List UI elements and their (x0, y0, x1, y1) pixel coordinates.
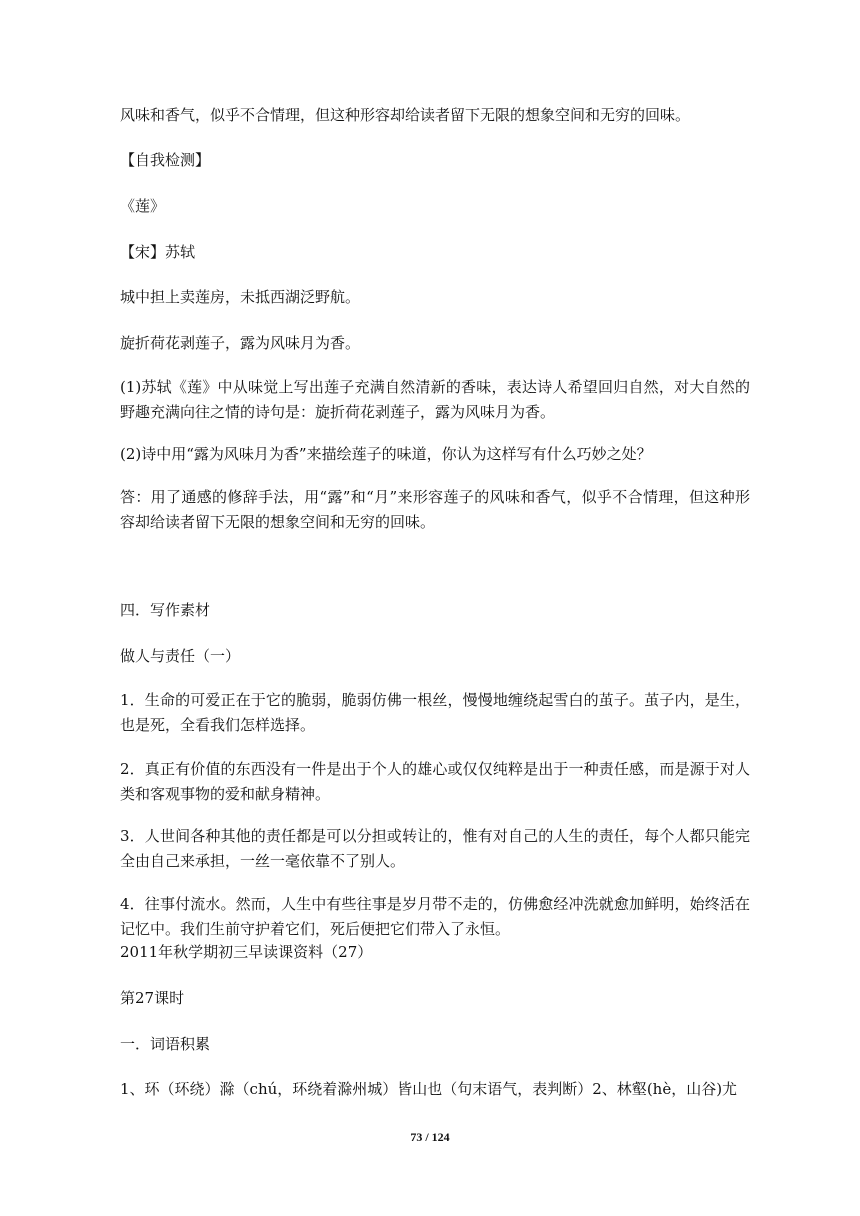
poem-author: 【宋】苏轼 (120, 243, 196, 261)
material-item-2: 2．真正有价值的东西没有一件是出于个人的雄心或仅仅纯粹是出于一种责任感，而是源于对人类和客观事物的爱和献身精神。 (120, 760, 750, 803)
lesson-number: 第27课时 (120, 989, 185, 1007)
paragraph-answer-continuation: 风味和香气，似乎不合情理，但这种形容却给读者留下无限的想象空间和无穷的回味。 (120, 106, 691, 124)
poem-title: 《莲》 (120, 197, 166, 215)
material-item-3: 3．人世间各种其他的责任都是可以分担或转让的，惟有对自己的人生的责任，每个人都只能完全由自己来承担，一丝一毫依靠不了别人。 (120, 827, 750, 870)
question-2: (2)诗中用“露为风味月为香”来描绘莲子的味道，你认为这样写有什么巧妙之处？ (120, 445, 652, 463)
vocabulary-line-1: 1、环（环绕）滁（chú，环绕着滁州城）皆山也（句末语气，表判断）2、林壑(hè，山谷)尤 (120, 1080, 738, 1098)
subheading-responsibility: 做人与责任（一） (120, 647, 241, 665)
poem-line-1: 城中担上卖莲房，未抵西湖泛野航。 (120, 288, 361, 306)
section-heading-vocabulary: 一．词语积累 (120, 1035, 211, 1053)
question-1: (1)苏轼《莲》中从味觉上写出莲子充满自然清新的香味，表达诗人希望回归自然，对大自然的野趣充满向往之情的诗句是：旋折荷花剥莲子，露为风味月为香。 (120, 378, 750, 421)
page-number: 73 / 124 (410, 1130, 450, 1144)
material-item-4: 4．往事付流水。然而，人生中有些往事是岁月带不走的，仿佛愈经冲洗就愈加鲜明，始终活在记忆中。我们生前守护着它们，死后便把它们带入了永恒。 (120, 895, 750, 938)
lesson-header: 2011年秋学期初三早读课资料（27） (120, 943, 373, 961)
heading-self-check: 【自我检测】 (120, 151, 211, 169)
section-heading-writing: 四．写作素材 (120, 601, 211, 619)
poem-line-2: 旋折荷花剥莲子，露为风味月为香。 (120, 334, 361, 352)
answer-2: 答：用了通感的修辞手法，用“露”和“月”来形容莲子的风味和香气，似乎不合情理，但这种形容却给读者留下无限的想象空间和无穷的回味。 (120, 488, 750, 531)
material-item-1: 1．生命的可爱正在于它的脆弱，脆弱仿佛一根丝，慢慢地缠绕起雪白的茧子。茧子内，是生，也是死，全看我们怎样选择。 (120, 691, 750, 734)
